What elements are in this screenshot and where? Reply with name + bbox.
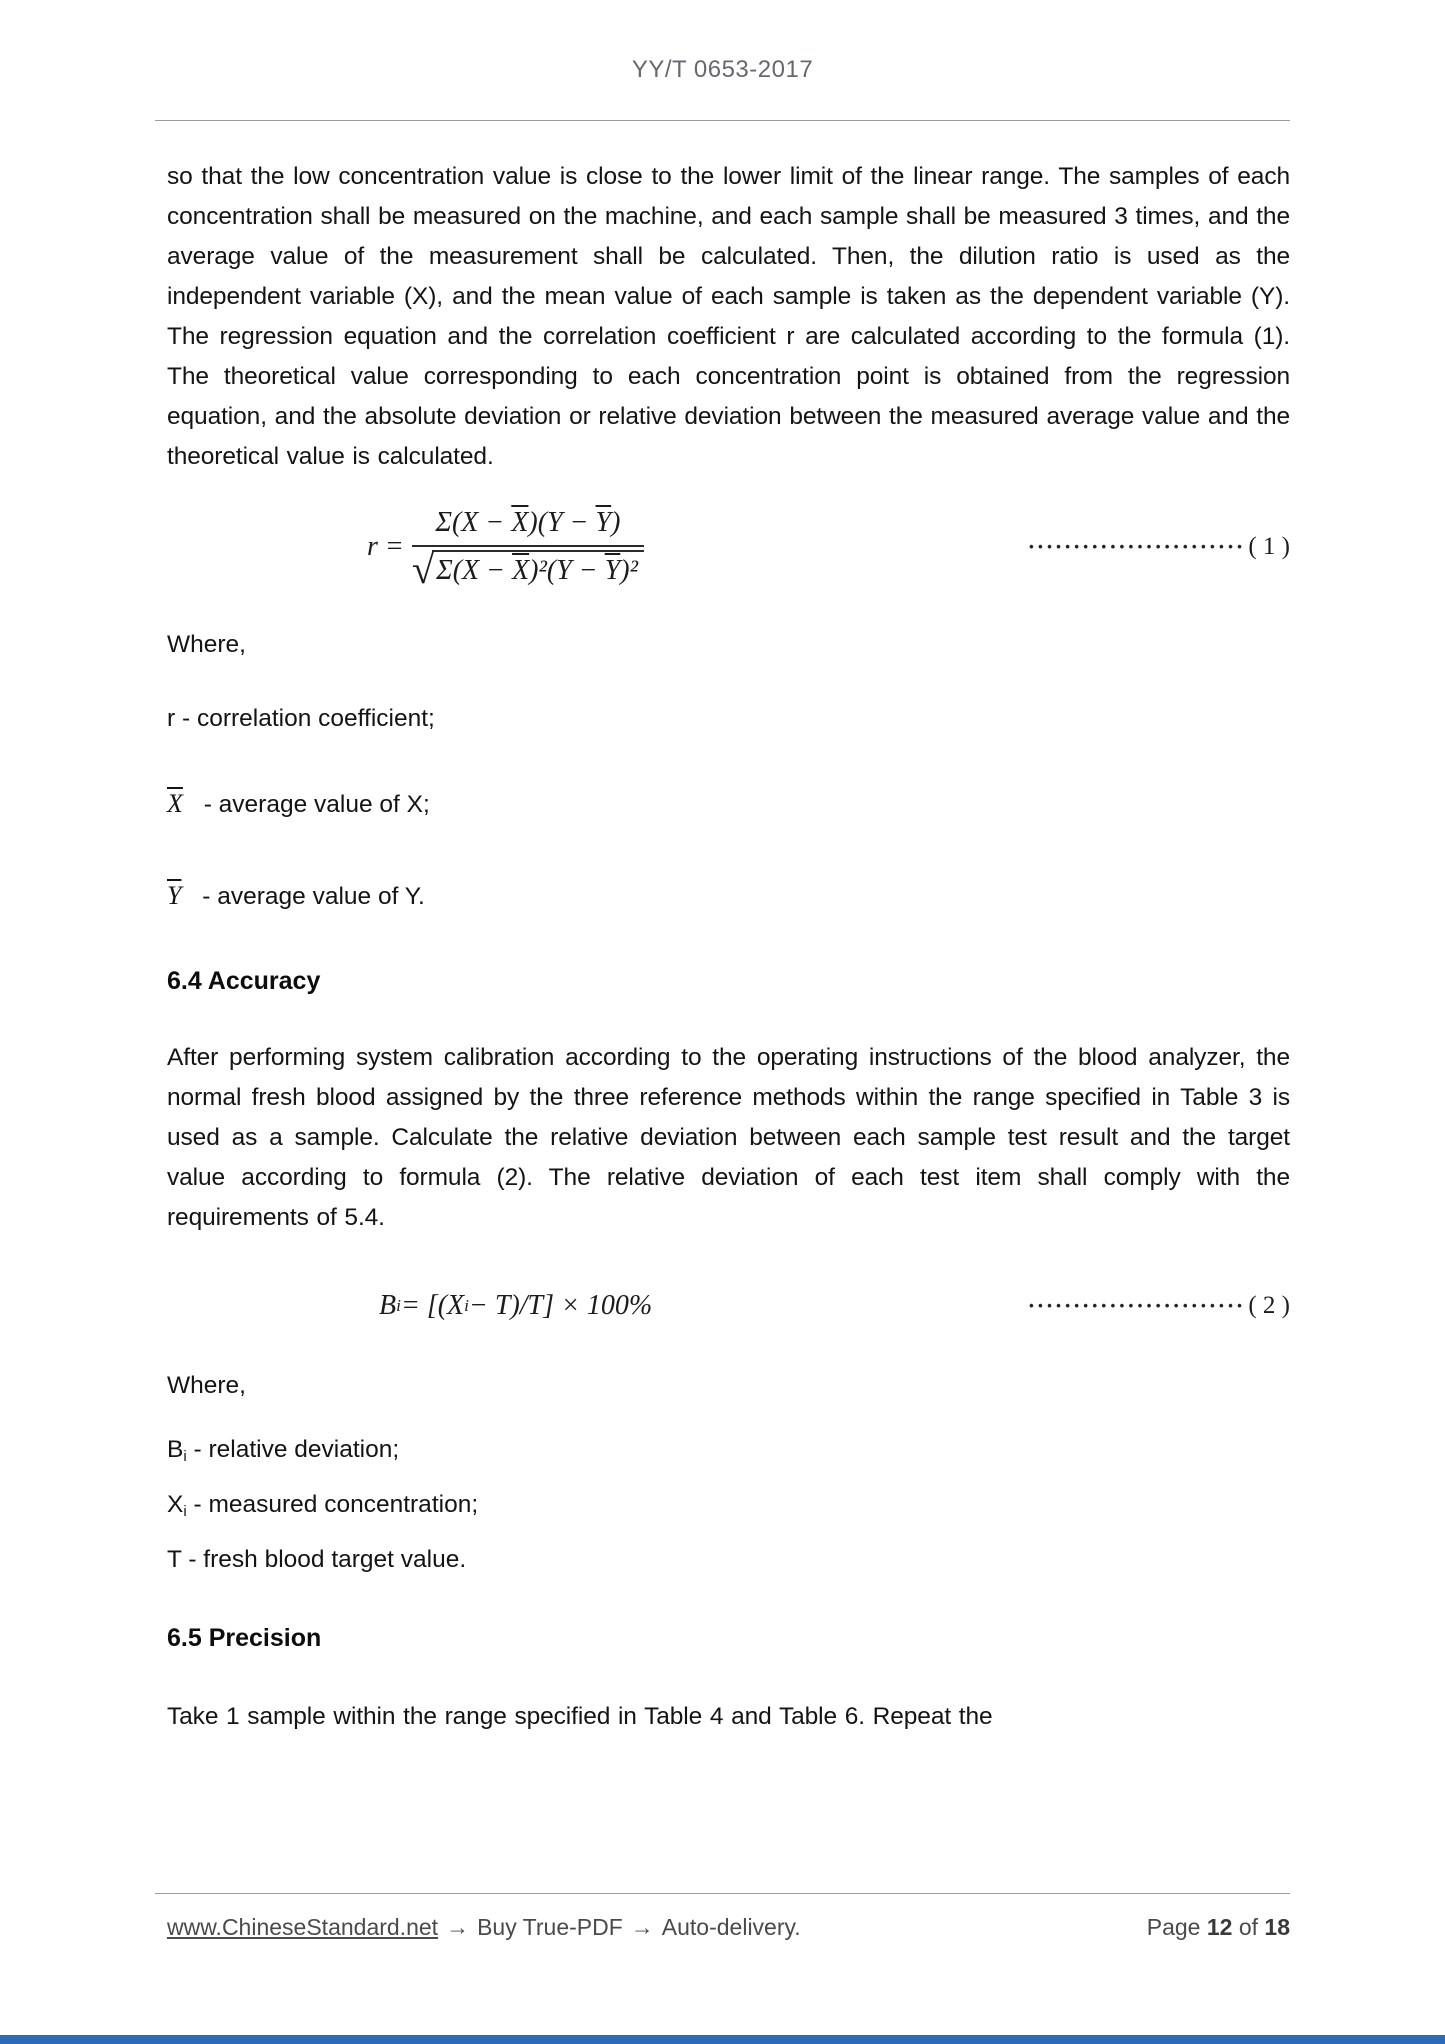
subscript-i: i <box>464 1296 469 1315</box>
symbol-T: T <box>167 1546 182 1573</box>
page-footer <box>155 1893 1290 1941</box>
formula-2 <box>167 1290 1290 1322</box>
symbol-X: X <box>167 1491 184 1518</box>
formula-1-lhs: r <box>367 531 378 562</box>
heading-6-5-precision: 6.5 Precision <box>167 1624 322 1652</box>
formula-1 <box>167 507 1290 592</box>
where-label-2: Where, <box>167 1372 246 1399</box>
symbol-r: r <box>167 705 176 732</box>
definition-xi: $X_i$ - measured concentration; <box>167 1491 479 1520</box>
auto-delivery-label: Auto-delivery. <box>661 1914 801 1940</box>
arrow-icon: → <box>630 1914 654 1940</box>
formula-1-equation <box>367 507 644 592</box>
heading-6-4-accuracy: 6.4 Accuracy <box>167 967 321 995</box>
total-page-number: 18 <box>1264 1914 1290 1940</box>
where-label-1: Where, <box>167 631 246 658</box>
leader-dots: •••••••••••••••••••••••• <box>1029 538 1247 554</box>
bottom-accent-bar <box>0 2035 1445 2044</box>
equation-number: ( 1 ) <box>1248 533 1290 560</box>
formula-1-numerator: $\Sigma(X - \overline{X})(Y - \overline{Y})$ <box>412 507 644 547</box>
buy-pdf-label: Buy True-PDF <box>477 1914 623 1940</box>
x-bar-symbol: $\overline{X}$ <box>511 507 529 538</box>
definition-r: r - correlation coefficient; <box>167 705 435 732</box>
footer-divider <box>155 1893 1290 1894</box>
definition-bi: $B_i$ - relative deviation; <box>167 1436 400 1465</box>
paragraph-precision: Take 1 sample within the range specified in Table 4 and Table 6. Repeat the <box>167 1703 993 1730</box>
page-content <box>0 157 1445 1737</box>
x-bar-symbol: $\overline{X}$ <box>167 789 183 818</box>
header-divider <box>155 120 1290 121</box>
y-bar-symbol: $\overline{Y}$ <box>595 507 612 538</box>
website-link[interactable]: www.ChineseStandard.net <box>167 1914 439 1940</box>
y-bar-symbol: $\overline{Y}$ <box>167 881 182 910</box>
formula-2-number <box>1029 1292 1290 1320</box>
leader-dots: •••••••••••••••••••••••• <box>1029 1297 1247 1313</box>
of-label: of <box>1238 1914 1259 1940</box>
x-bar-symbol: $\overline{X}$ <box>512 555 530 586</box>
page-header <box>0 0 1445 84</box>
doc-number: YY/T 0653-2017 <box>631 56 814 83</box>
formula-1-number <box>1029 533 1290 561</box>
symbol-B: B <box>167 1436 184 1463</box>
equation-number: ( 2 ) <box>1248 1292 1290 1319</box>
current-page-number: 12 <box>1206 1914 1233 1940</box>
page-label: Page <box>1146 1914 1201 1940</box>
definition-x-bar: $\overline{X}$ - average value of X; <box>167 789 430 818</box>
symbol-B: B <box>379 1290 397 1321</box>
paragraph-linearity: so that the low concentration value is close to the lower limit of the linear range. The samples of each concentration shall be measured on the machine, and each sample shall be measured 3 times, and the average value of the measurement shall be calculated. Then, the dilution ratio is used as the independent variable (X), and the mean value of each sample is taken as the dependent variable (Y). The regression equation and the correlation coefficient r are calculated according to the formula (1). The theoretical value corresponding to each concentration point is obtained from the regression equation, and the absolute deviation or relative deviation between the measured average value and the theoretical value is calculated. <box>167 163 1290 470</box>
definition-y-bar: $\overline{Y}$ - average value of Y. <box>167 881 425 910</box>
page-indicator <box>1147 1914 1290 1941</box>
subscript-i: i <box>396 1296 401 1315</box>
footer-text <box>155 1914 1290 1941</box>
arrow-icon: → <box>446 1914 470 1940</box>
subscript-i: i <box>183 1503 187 1520</box>
formula-2-equation: B i = [(X i − T)/T] × 100% <box>379 1290 653 1321</box>
paragraph-accuracy: After performing system calibration according to the operating instructions of the blood analyzer, the normal fresh blood assigned by the three reference methods within the range specified in Table 3 is used as a sample. Calculate the relative deviation between each sample test result and the target value according to formula (2). The relative deviation of each test item shall comply with the requirements of 5.4. <box>167 1044 1290 1231</box>
subscript-i: i <box>183 1448 187 1465</box>
formula-1-equals: = <box>384 531 404 562</box>
footer-source <box>167 1914 801 1941</box>
y-bar-symbol: $\overline{Y}$ <box>604 555 621 586</box>
formula-1-fraction <box>411 507 644 592</box>
formula-1-denominator: √ $\Sigma(X - \overline{X})^2(Y - \overline{Y})^2$ <box>412 547 644 587</box>
definition-t: T - fresh blood target value. <box>167 1546 467 1573</box>
radical-sign: √ <box>411 547 435 592</box>
